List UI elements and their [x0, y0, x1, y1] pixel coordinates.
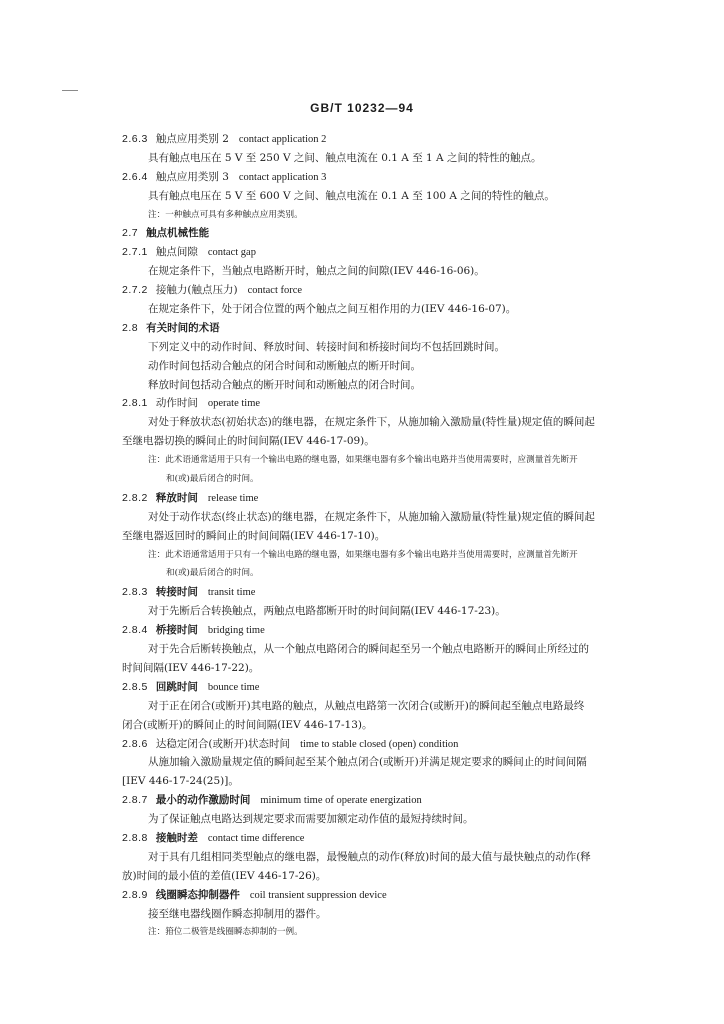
- section-heading: [122, 394, 657, 413]
- section-term: 触点应用类别 3: [155, 170, 229, 183]
- section-term-english: coil transient suppression device: [249, 889, 387, 901]
- section-heading: [122, 281, 657, 300]
- section-term-english: contact gap: [207, 247, 256, 259]
- section-term: 线圈瞬态抑制器件: [155, 888, 240, 901]
- section-heading: [122, 829, 657, 848]
- section-term-english: contact time difference: [207, 832, 305, 844]
- paragraph-line: 为了保证触点电路达到规定要求而需要加额定动作值的最短持续时间。: [148, 813, 474, 826]
- section-term: 触点间隙: [155, 246, 198, 259]
- section-term-english: operate time: [207, 398, 261, 410]
- section-number: 2.8.4: [122, 624, 148, 637]
- note-line: 注：此术语通常适用于只有一个输出电路的继电器，如果继电器有多个输出电路并当使用需要时，应测量首先断开: [148, 455, 578, 466]
- section-number: 2.8.2: [122, 491, 148, 504]
- section-term-english: bridging time: [207, 625, 265, 637]
- section-term-english: contact application 2: [238, 134, 327, 145]
- paragraph-line: 下列定义中的动作时间、释放时间、转接时间和桥接时间均不包括回跳时间。: [148, 340, 505, 353]
- paragraph-continuation: 至继电器切换的瞬间止的时间间隔(IEV 446-17-09)。: [122, 435, 375, 448]
- section-term-english: transit time: [207, 587, 256, 599]
- paragraph-line: 对处于动作状态(终止状态)的继电器，在规定条件下，从施加输入激励量(特性量)规定值的瞬间起: [148, 510, 595, 523]
- note-continuation: 和(或)最后闭合的时间。: [166, 568, 259, 579]
- section-heading: [122, 735, 657, 754]
- paragraph-line: 从施加输入激励量规定值的瞬间起至某个触点闭合(或断开)并满足规定要求的瞬间止的时间间隔: [148, 756, 587, 769]
- section-number: 2.7: [122, 227, 139, 240]
- section-number: 2.8.3: [122, 586, 148, 599]
- section-heading: [122, 243, 657, 262]
- paragraph-line: 动作时间包括动合触点的闭合时间和动断触点的断开时间。: [148, 359, 421, 372]
- section-heading: [122, 886, 657, 905]
- section-number: 2.8: [122, 321, 139, 334]
- section-term-english: contact application 3: [238, 171, 327, 183]
- paragraph-line: 具有触点电压在 5 V 至 600 V 之间、触点电流在 0.1 A 至 100 A 之间的特性的触点。: [148, 189, 555, 202]
- section-number: 2.8.5: [122, 680, 148, 693]
- section-heading: [122, 621, 657, 640]
- section-term: 接触时差: [155, 831, 198, 844]
- paragraph-line: 对于先合后断转换触点，从一个触点电路闭合的瞬间起至另一个触点电路断开的瞬间止所经过的: [148, 643, 589, 656]
- paragraph-line: 对处于释放状态(初始状态)的继电器，在规定条件下，从施加输入激励量(特性量)规定值的瞬间起: [148, 416, 595, 429]
- section-term: 转接时间: [155, 586, 198, 599]
- section-heading: [122, 224, 657, 243]
- section-term: 有关时间的术语: [146, 321, 220, 334]
- section-number: 2.8.8: [122, 831, 148, 844]
- section-term: 释放时间: [155, 491, 198, 504]
- note-line: 注：此术语通常适用于只有一个输出电路的继电器，如果继电器有多个输出电路并当使用需要时，应测量首先断开: [148, 549, 578, 560]
- section-term-english: contact force: [247, 285, 303, 297]
- section-term-english: time to stable closed (open) condition: [300, 738, 459, 750]
- section-heading: [122, 319, 657, 338]
- section-heading: [122, 791, 657, 810]
- document-body: [122, 130, 657, 942]
- paragraph-continuation: 放)时间的最小值的差值(IEV 446-17-26)。: [122, 869, 327, 882]
- paragraph-line: 在规定条件下，当触点电路断开时，触点之间的间隙(IEV 446-16-06)。: [148, 265, 485, 278]
- paragraph-continuation: 闭合(或断开)的瞬间止的时间间隔(IEV 446-17-13)。: [122, 718, 373, 731]
- section-heading: [122, 168, 657, 187]
- section-term: 接触力(触点压力): [155, 284, 238, 297]
- paragraph-continuation: 时间间隔(IEV 446-17-22)。: [122, 661, 260, 674]
- section-number: 2.8.7: [122, 794, 148, 807]
- section-heading: [122, 583, 657, 602]
- paragraph-continuation: 至继电器返回时的瞬间止的时间间隔(IEV 446-17-10)。: [122, 529, 386, 542]
- section-number: 2.6.3: [122, 133, 148, 145]
- section-heading: [122, 130, 657, 149]
- note-line: 注：箝位二极管是线圈瞬态抑制的一例。: [148, 927, 303, 938]
- section-number: 2.8.6: [122, 737, 148, 750]
- paragraph-line: 在规定条件下，处于闭合位置的两个触点之间互相作用的力(IEV 446-16-07)。: [148, 303, 517, 316]
- section-number: 2.8.1: [122, 397, 148, 410]
- section-number: 2.8.9: [122, 888, 148, 901]
- section-number: 2.7.1: [122, 246, 148, 259]
- note-line: 注：一种触点可具有多种触点应用类别。: [148, 209, 303, 220]
- paragraph-continuation: [IEV 446-17-24(25)]。: [122, 775, 239, 788]
- page-header: GB/T 10232—94: [310, 101, 414, 115]
- section-term: 最小的动作激励时间: [155, 794, 251, 807]
- section-term-english: release time: [207, 492, 259, 504]
- section-term: 动作时间: [155, 397, 198, 410]
- paragraph-line: 对于正在闭合(或断开)其电路的触点，从触点电路第一次闭合(或断开)的瞬间起至触点电路最终: [148, 699, 585, 712]
- section-term: 触点应用类别 2: [155, 133, 229, 145]
- section-term-english: minimum time of operate energization: [260, 795, 422, 807]
- section-term-english: bounce time: [207, 681, 260, 693]
- section-term: 桥接时间: [155, 624, 198, 637]
- paragraph-line: 释放时间包括动合触点的断开时间和动断触点的闭合时间。: [148, 378, 421, 391]
- paragraph-line: 对于具有几组相同类型触点的继电器，最慢触点的动作(释放)时间的最大值与最快触点的动作(释: [148, 850, 591, 863]
- scan-mark: [62, 90, 78, 91]
- section-term: 触点机械性能: [146, 227, 210, 240]
- section-term: 回跳时间: [155, 680, 198, 693]
- section-number: 2.7.2: [122, 284, 148, 297]
- paragraph-line: 对于先断后合转换触点，两触点电路都断开时的时间间隔(IEV 446-17-23)。: [148, 605, 506, 618]
- section-heading: [122, 678, 657, 697]
- paragraph-line: 具有触点电压在 5 V 至 250 V 之间、触点电流在 0.1 A 至 1 A 之间的特性的触点。: [148, 151, 542, 164]
- section-number: 2.6.4: [122, 170, 148, 183]
- paragraph-line: 接至继电器线圈作瞬态抑制用的器件。: [148, 907, 327, 920]
- note-continuation: 和(或)最后闭合的时间。: [166, 474, 259, 485]
- section-heading: [122, 489, 657, 508]
- section-term: 达稳定闭合(或断开)状态时间: [155, 737, 291, 750]
